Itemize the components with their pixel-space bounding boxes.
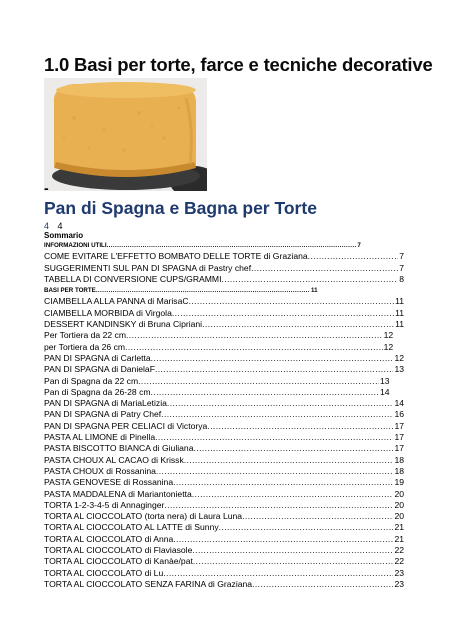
toc-leader-dots xyxy=(125,342,383,353)
toc-entry-label: PASTA MADDALENA di Mariantonietta xyxy=(44,488,192,499)
toc-entry-page: 20 xyxy=(394,499,404,510)
toc-entry-label: Pan di Spagna da 26-28 cm xyxy=(44,386,151,397)
toc-entry[interactable] xyxy=(44,251,404,262)
toc-entry-page: 21 xyxy=(394,533,404,544)
toc-leader-dots xyxy=(252,579,393,590)
toc-leader-dots xyxy=(194,443,394,454)
toc-entry-label: PASTA GENOVESE di Rossanina xyxy=(44,477,174,488)
toc-entry-page: 20 xyxy=(394,511,404,522)
main-heading: 1.0 Basi per torte, farce e tecniche decorative xyxy=(44,54,433,75)
toc-entry-label: INFORMAZIONI UTILI xyxy=(44,242,107,249)
dash-mark: - xyxy=(44,180,49,196)
toc-entry-page: 22 xyxy=(394,556,404,567)
toc-entry-page: 22 xyxy=(394,545,404,556)
toc-leader-dots xyxy=(151,387,379,398)
toc-entry-label: Pan di Spagna da 22 cm xyxy=(44,375,139,386)
toc-entry-page: 17 xyxy=(394,443,404,454)
toc-entry[interactable] xyxy=(44,240,361,251)
toc-leader-dots xyxy=(155,364,393,375)
toc-entry-page: 21 xyxy=(394,522,404,533)
toc-leader-dots xyxy=(96,285,310,296)
toc-entry-label: TORTA AL CIOCCOLATO SENZA FARINA di Graziana xyxy=(44,578,253,589)
toc-entry-label: TORTA AL CIOCCOLATO di Anna xyxy=(44,533,174,544)
toc-entry[interactable] xyxy=(44,342,393,353)
toc-entry-label: SUGGERIMENTI SUL PAN DI SPAGNA di Pastry chef xyxy=(44,262,252,273)
sponge-cake-image xyxy=(44,78,207,191)
toc-entry-label: PASTA AL LIMONE di Pinella xyxy=(44,432,156,443)
toc-leader-dots xyxy=(107,240,357,251)
toc-leader-dots xyxy=(242,511,393,522)
sponge-cake-photo xyxy=(44,78,207,191)
toc-entry-label: TORTA 1-2-3-4-5 di Annaginger xyxy=(44,499,165,510)
toc-entry[interactable] xyxy=(44,579,404,590)
toc-entry-page: 11 xyxy=(395,319,404,330)
toc-entry-page: 12 xyxy=(394,352,404,363)
toc-entry-page: 11 xyxy=(395,307,404,318)
toc-entry-page: 18 xyxy=(394,454,404,465)
toc-leader-dots xyxy=(155,432,393,443)
toc-entry-page: 18 xyxy=(394,465,404,476)
toc-leader-dots xyxy=(172,308,394,319)
toc-entry-page: 7 xyxy=(357,242,361,249)
toc-entry[interactable] xyxy=(44,556,404,567)
toc-entry-page: 7 xyxy=(399,262,404,273)
toc-entry-label: PAN DI SPAGNA PER CELIACI di Victorya xyxy=(44,420,208,431)
toc-entry-page: 14 xyxy=(394,398,404,409)
toc-entry[interactable] xyxy=(44,353,404,364)
toc-entry[interactable] xyxy=(44,274,404,285)
page-number-1: 4 xyxy=(44,221,50,231)
toc-entry-label: PAN DI SPAGNA di Carletta xyxy=(44,352,151,363)
toc-entry-label: TORTA AL CIOCCOLATO AL LATTE di Sunny xyxy=(44,522,219,533)
toc-entry-page: 13 xyxy=(394,364,404,375)
toc-leader-dots xyxy=(173,477,393,488)
page-number-2: 4 xyxy=(57,221,63,231)
toc-entry-label: per Tortiera da 26 cm xyxy=(44,341,126,352)
toc-entry-label: PAN DI SPAGNA di DanielaF xyxy=(44,364,155,375)
toc-leader-dots xyxy=(251,263,398,274)
toc-entry-page: 16 xyxy=(394,409,404,420)
toc-entry-label: TORTA AL CIOCCOLATO di Kanàe/pat xyxy=(44,556,193,567)
toc-entry[interactable] xyxy=(44,477,404,488)
toc-leader-dots xyxy=(167,398,394,409)
toc-leader-dots xyxy=(192,489,394,500)
toc-leader-dots xyxy=(202,319,394,330)
toc-entry[interactable] xyxy=(44,364,404,375)
toc-entry[interactable] xyxy=(44,511,404,522)
toc-entry-label: CIAMBELLA MORBIDA di Virgola xyxy=(44,307,172,318)
toc-entry-label: TORTA AL CIOCCOLATO di Lu xyxy=(44,567,164,578)
toc-leader-dots xyxy=(126,330,383,341)
section-heading: Pan di Spagna e Bagna per Torte xyxy=(44,198,317,218)
toc-leader-dots xyxy=(308,251,399,262)
toc-leader-dots xyxy=(192,545,393,556)
toc-entry[interactable] xyxy=(44,330,393,341)
toc-entry[interactable] xyxy=(44,568,404,579)
toc-entry-page: 13 xyxy=(380,375,390,386)
toc-entry-label: PASTA CHOUX AL CACAO di Krissk xyxy=(44,454,184,465)
toc-leader-dots xyxy=(221,274,398,285)
toc-entry-label: PASTA CHOUX di Rossanina xyxy=(44,465,156,476)
toc-entry[interactable] xyxy=(44,296,404,307)
toc-entry[interactable] xyxy=(44,421,404,432)
toc-entry[interactable] xyxy=(44,500,404,511)
toc-leader-dots xyxy=(184,455,394,466)
toc-entry[interactable] xyxy=(44,545,404,556)
toc-entry[interactable] xyxy=(44,489,404,500)
toc-entry-label: TORTA AL CIOCCOLATO di Flaviasole xyxy=(44,545,193,556)
table-of-contents xyxy=(44,240,404,590)
toc-entry[interactable] xyxy=(44,409,404,420)
toc-entry-page: 12 xyxy=(383,330,394,341)
toc-leader-dots xyxy=(173,534,393,545)
toc-entry-label: PAN DI SPAGNA di Patry Chef xyxy=(44,409,162,420)
toc-entry-label: COME EVITARE L'EFFETTO BOMBATO DELLE TORTE di Graziana xyxy=(44,251,308,262)
toc-entry[interactable] xyxy=(44,263,404,274)
toc-entry-page: 23 xyxy=(394,578,404,589)
page-number-line xyxy=(44,221,69,231)
toc-entry-page: 12 xyxy=(383,341,394,352)
toc-entry-page: 19 xyxy=(394,477,404,488)
toc-leader-dots xyxy=(164,500,393,511)
toc-entry-label: TABELLA DI CONVERSIONE CUPS/GRAMMI xyxy=(44,273,222,284)
toc-entry[interactable] xyxy=(44,534,404,545)
toc-entry-page: 11 xyxy=(395,296,404,307)
toc-entry-label: Per Tortiera da 22 cm xyxy=(44,330,126,341)
toc-leader-dots xyxy=(193,556,394,567)
toc-entry-page: 11 xyxy=(311,287,318,295)
toc-leader-dots xyxy=(207,421,393,432)
toc-entry-page: 8 xyxy=(399,273,404,284)
toc-leader-dots xyxy=(189,296,395,307)
toc-entry[interactable] xyxy=(44,466,404,477)
toc-entry-label: DESSERT KANDINSKY di Bruna Cipriani xyxy=(44,319,203,330)
toc-leader-dots xyxy=(163,568,393,579)
toc-entry-page: 23 xyxy=(394,567,404,578)
toc-entry[interactable] xyxy=(44,432,404,443)
toc-entry-page: 14 xyxy=(380,386,390,397)
toc-entry-label: PAN DI SPAGNA di MariaLetizia xyxy=(44,398,167,409)
toc-entry[interactable] xyxy=(44,376,390,387)
toc-entry-page: 17 xyxy=(394,432,404,443)
toc-entry-page: 20 xyxy=(394,488,404,499)
toc-entry-page: 7 xyxy=(399,251,404,262)
toc-leader-dots xyxy=(151,353,394,364)
toc-leader-dots xyxy=(219,522,394,533)
toc-title: Sommario xyxy=(44,231,84,240)
toc-entry[interactable] xyxy=(44,285,318,296)
toc-leader-dots xyxy=(156,466,394,477)
toc-entry[interactable] xyxy=(44,443,404,454)
toc-entry-label: TORTA AL CIOCCOLATO (torta nera) di Laura Luna xyxy=(44,511,243,522)
toc-entry[interactable] xyxy=(44,319,404,330)
toc-entry-page: 17 xyxy=(394,420,404,431)
toc-leader-dots xyxy=(161,409,393,420)
toc-entry-label: CIAMBELLA ALLA PANNA di MarisaC xyxy=(44,296,189,307)
toc-entry[interactable] xyxy=(44,387,390,398)
toc-entry[interactable] xyxy=(44,455,404,466)
toc-leader-dots xyxy=(138,376,379,387)
toc-entry[interactable] xyxy=(44,522,404,533)
toc-entry-label: PASTA BISCOTTO BIANCA di Giuliana xyxy=(44,443,194,454)
toc-entry[interactable] xyxy=(44,308,404,319)
toc-entry-label: BASI PER TORTE xyxy=(44,287,96,295)
toc-entry[interactable] xyxy=(44,398,404,409)
